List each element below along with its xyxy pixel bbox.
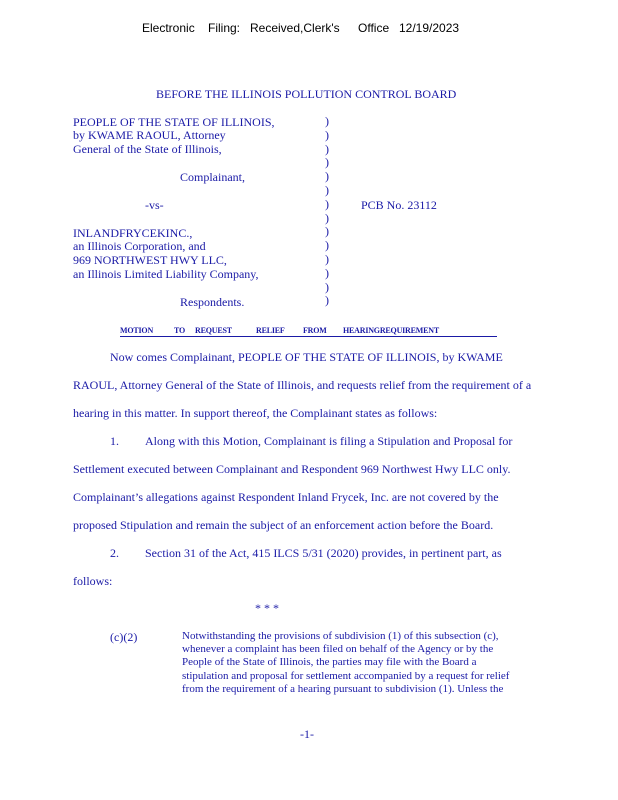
body-line-5: Settlement executed between Complainant and Respondent 969 Northwest Hwy LLC only. (73, 462, 511, 476)
quote-label: (c)(2) (110, 630, 138, 644)
caption-complainant-role: Complainant, (180, 170, 245, 184)
caption-paren: ) (325, 127, 329, 142)
caption-paren: ) (325, 293, 329, 308)
paragraph-number-1: 1. (110, 434, 119, 448)
caption-respondent-line-2: an Illinois Corporation, and (73, 239, 206, 253)
motion-title-underline (120, 336, 497, 337)
case-number: PCB No. 23112 (361, 198, 437, 212)
body-line-6: Complainant’s allegations against Respondent Inland Frycek, Inc. are not covered by the (73, 490, 499, 504)
quote-line-1: Notwithstanding the provisions of subdivision (1) of this subsection (c), (182, 630, 499, 642)
filing-stamp-filing: Filing: (208, 21, 241, 35)
filing-stamp-office: Office (358, 21, 390, 35)
body-line-2: RAOUL, Attorney General of the State of Illinois, and requests relief from the requirement of a (73, 378, 532, 392)
caption-paren: ) (325, 210, 329, 225)
caption-respondent-line-1: INLANDFRYCEKINC., (73, 226, 193, 240)
quote-block (182, 630, 509, 696)
board-title: BEFORE THE ILLINOIS POLLUTION CONTROL BOARD (156, 87, 457, 101)
paragraph-number-2: 2. (110, 546, 119, 560)
caption-complainant-line-1: PEOPLE OF THE STATE OF ILLINOIS, (73, 115, 275, 129)
page-number: -1- (300, 727, 314, 741)
body-line-8: Section 31 of the Act, 415 ILCS 5/31 (2020) provides, in pertinent part, as (145, 546, 502, 560)
motion-title-w5: FROM (303, 326, 327, 335)
body-line-3: hearing in this matter. In support thereof, the Complainant states as follows: (73, 406, 438, 420)
motion-title-w3: REQUEST (195, 326, 232, 335)
caption-respondent-line-4: an Illinois Limited Liability Company, (73, 267, 259, 281)
motion-title-w6: HEARINGREQUIREMENT (343, 326, 439, 335)
filing-stamp-received: Received,Clerk's (250, 21, 340, 35)
caption-paren: ) (325, 279, 329, 294)
quote-line-2: whenever a complaint has been filed on behalf of the Agency or by the (182, 643, 494, 656)
caption-paren: ) (325, 141, 329, 156)
caption-paren: ) (325, 265, 329, 280)
caption-complainant-line-3: General of the State of Illinois, (73, 142, 222, 156)
caption-paren: ) (325, 169, 329, 184)
body-line-4: Along with this Motion, Complainant is filing a Stipulation and Proposal for (145, 434, 513, 448)
body-line-7: proposed Stipulation and remain the subject of an enforcement action before the Board. (73, 518, 494, 532)
motion-title-w4: RELIEF (256, 326, 285, 335)
filing-stamp-date: 12/19/2023 (399, 21, 460, 35)
caption-versus: -vs- (145, 198, 164, 212)
motion-title-w2: TO (174, 326, 186, 335)
quote-line-3: People of the State of Illinois, the parties may file with the Board a (182, 656, 477, 669)
filing-stamp-electronic: Electronic (142, 21, 195, 35)
motion-title-w1: MOTION (120, 326, 154, 335)
caption-complainant-line-2: by KWAME RAOUL, Attorney (73, 128, 226, 142)
quote-line-5: from the requirement of a hearing pursuant to subdivision (1). Unless the (182, 682, 504, 695)
body-line-1: Now comes Complainant, PEOPLE OF THE STATE OF ILLINOIS, by KWAME (110, 350, 503, 364)
quote-line-4: stipulation and proposal for settlement accompanied by a request for relief (182, 669, 510, 682)
caption-respondent-role: Respondents. (180, 295, 245, 309)
caption-paren: ) (325, 251, 329, 266)
caption-respondent-line-3: 969 NORTHWEST HWY LLC, (73, 253, 227, 267)
caption-paren: ) (325, 182, 329, 197)
caption-paren: ) (325, 114, 329, 128)
body-line-9: follows: (73, 574, 113, 588)
caption-paren: ) (325, 196, 329, 211)
caption-paren: ) (325, 155, 329, 170)
caption-paren: ) (325, 224, 329, 239)
caption-paren: ) (325, 238, 329, 253)
omission-asterisks: * * * (255, 601, 279, 615)
caption-paren-column (325, 115, 329, 308)
